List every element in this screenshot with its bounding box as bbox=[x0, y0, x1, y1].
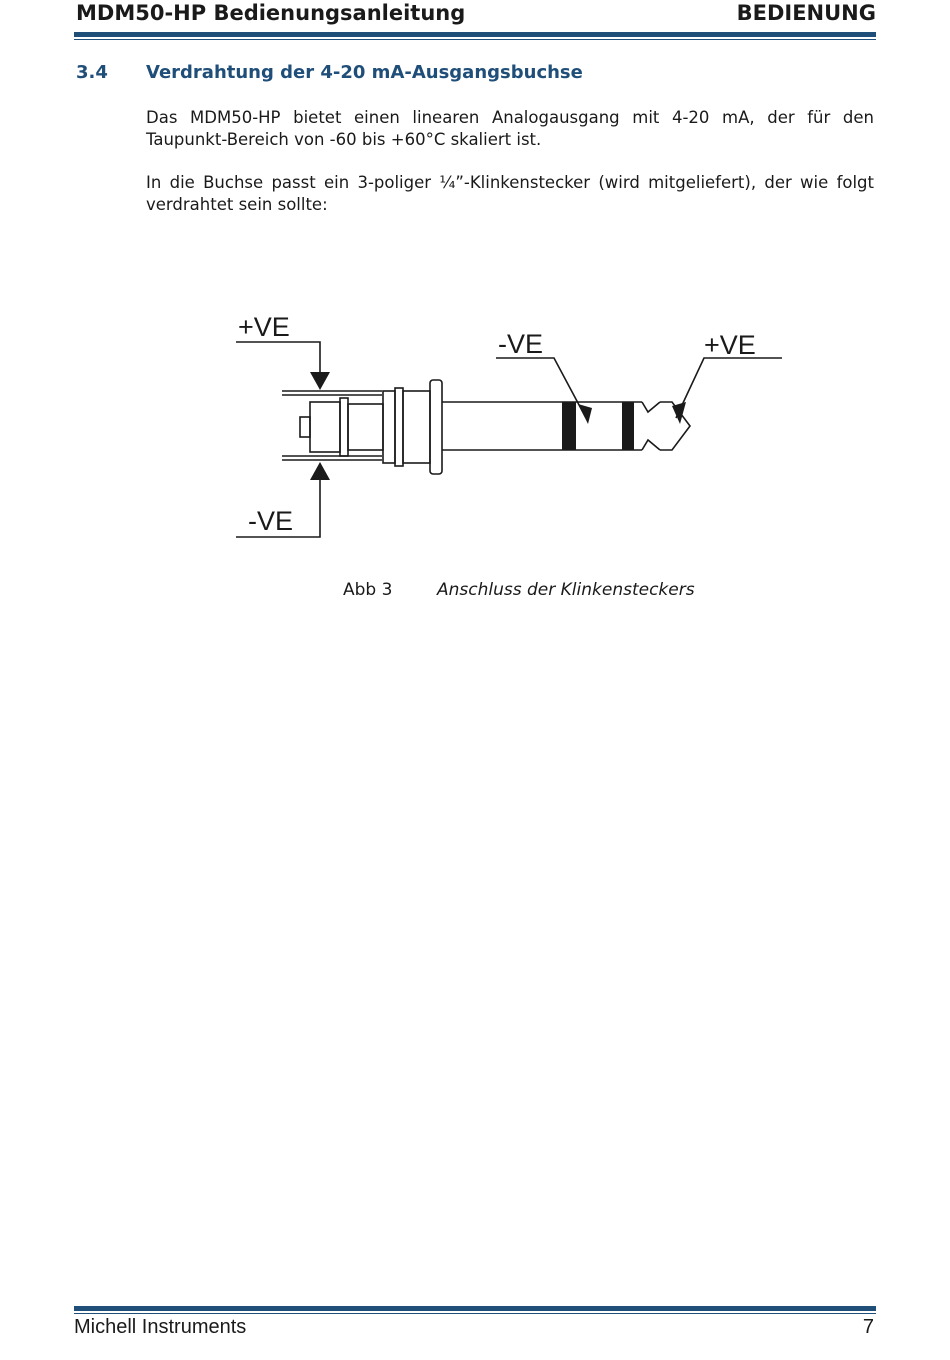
label-socket-bottom: -VE bbox=[248, 506, 294, 536]
chapter-name: BEDIENUNG bbox=[736, 1, 876, 25]
figure-caption: Anschluss der Klinkensteckers bbox=[437, 580, 695, 600]
socket-bottom-leader bbox=[236, 470, 320, 537]
footer-divider-thin bbox=[74, 1313, 876, 1314]
insulator-ring-1 bbox=[562, 402, 576, 450]
header-divider bbox=[74, 32, 876, 37]
ring-arrow bbox=[578, 404, 592, 424]
insulator-ring-2 bbox=[622, 402, 634, 450]
socket-top-leader bbox=[236, 342, 320, 384]
ring-leader bbox=[496, 358, 586, 418]
label-socket-top: +VE bbox=[238, 312, 290, 342]
section-heading: Verdrahtung der 4-20 mA-Ausgangsbuchse bbox=[146, 62, 583, 83]
paragraph-analog-output: Das MDM50-HP bietet einen linearen Analogausgang mit 4-20 mA, der für den Taupunkt-Bereich von -60 bis +60°C skaliert ist. bbox=[146, 108, 874, 149]
label-ring: -VE bbox=[498, 329, 544, 359]
header-divider-thin bbox=[74, 39, 876, 40]
paragraph-plug-wiring: In die Buchse passt ein 3-poliger ¼”-Klinkenstecker (wird mitgeliefert), der wie folgt verdrahtet sein sollte: bbox=[146, 173, 874, 214]
document-title: MDM50-HP Bedienungsanleitung bbox=[76, 1, 466, 25]
tip-leader bbox=[676, 358, 782, 418]
label-tip: +VE bbox=[704, 330, 756, 360]
footer-divider bbox=[74, 1306, 876, 1311]
socket-bottom-arrow bbox=[310, 462, 330, 480]
socket-top-arrow bbox=[310, 372, 330, 390]
page-number: 7 bbox=[862, 1316, 874, 1338]
tip-arrow bbox=[672, 402, 686, 424]
section-number: 3.4 bbox=[76, 62, 108, 83]
company-name: Michell Instruments bbox=[74, 1316, 247, 1338]
figure-number: Abb 3 bbox=[343, 580, 393, 600]
